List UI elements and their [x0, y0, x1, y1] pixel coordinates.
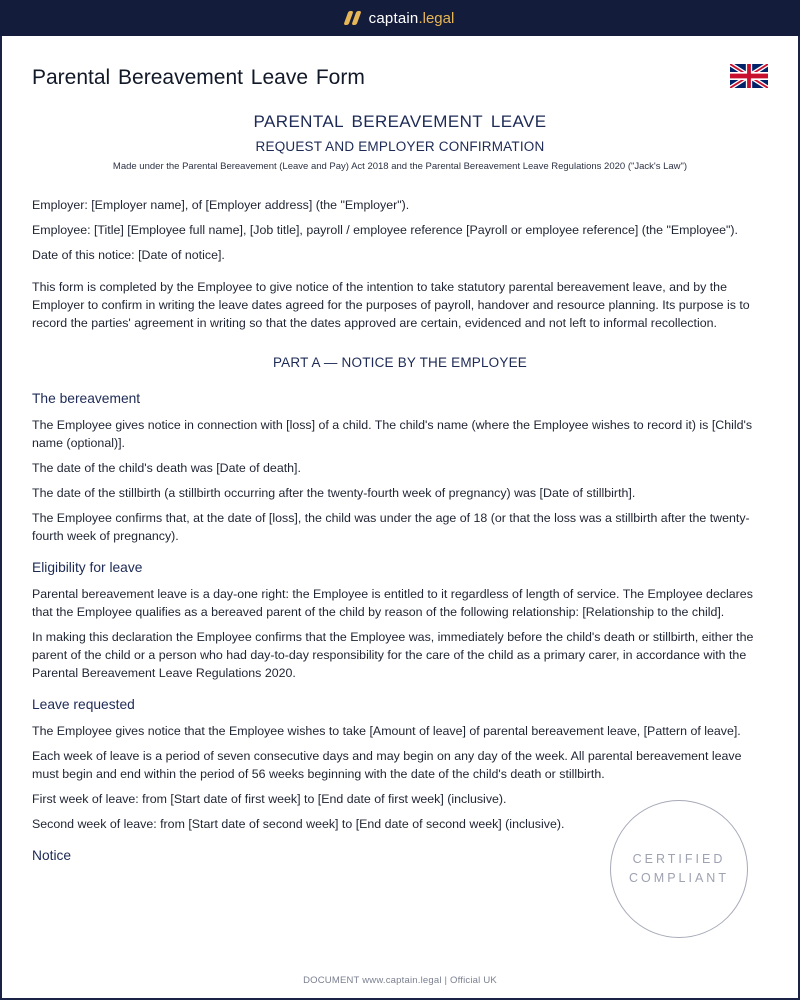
document-subtitle: REQUEST AND EMPLOYER CONFIRMATION [255, 139, 545, 154]
legislation-note: Made under the Parental Bereavement (Leave and Pay) Act 2018 and the Parental Bereavement Leave Regulations 2020 ("Jack's Law") [112, 161, 688, 172]
bereavement-heading: The bereavement [32, 391, 141, 406]
page-footer: DOCUMENT www.captain.legal | Official UK [303, 975, 497, 986]
stamp-line-1: CERTIFIED [632, 852, 726, 866]
form-title: Parental Bereavement Leave Form [32, 66, 365, 89]
part-a-title: PART A — NOTICE BY THE EMPLOYEE [272, 355, 528, 370]
eligibility-paragraph: Parental bereavement leave is a day-one right: the Employee is entitled to it regardless of length of service. The Employee declares that the Employee qualifies as a bereaved parent of the child by reason of the following relationship: [Relationship to the child]. [32, 587, 753, 619]
notice-heading: Notice [32, 848, 72, 863]
notice-date-line: Date of this notice: [Date of notice]. [32, 248, 225, 262]
uk-flag-icon[interactable] [730, 64, 768, 88]
document-page [2, 36, 798, 998]
death-date-paragraph: The date of the child's death was [Date of death]. [32, 461, 301, 475]
declaration-paragraph: In making this declaration the Employee confirms that the Employee was, immediately before the child's death or stillbirth, either the parent of the child or a person who had day-to-day responsibility for the care of the child as a primary carer, in accordance with the Parental Bereavement Leave Regulations 2020. [32, 630, 754, 680]
stamp-line-2: COMPLIANT [629, 871, 729, 885]
brand-tld: .legal [418, 9, 455, 27]
second-week-paragraph: Second week of leave: from [Start date of second week] to [End date of second week] (inclusive). [32, 817, 565, 831]
captain-logo-icon [343, 11, 361, 25]
intro-paragraph: This form is completed by the Employee to give notice of the intention to take statutory parental bereavement leave, and by the Employer to confirm in writing the leave dates agreed for the purposes of payroll, handover and resource planning. Its purpose is to record the parties' agreement in writing so that the dates approved are certain, evidenced and not left to informal recollection. [32, 280, 750, 330]
brand-wordmark[interactable] [369, 10, 455, 27]
age-confirmation-paragraph: The Employee confirms that, at the date of [loss], the child was under the age of 18 (or that the loss was a stillbirth after the twenty-fourth week of pregnancy). [32, 511, 750, 543]
top-brand-bar [0, 0, 800, 36]
employer-line: Employer: [Employer name], of [Employer address] (the "Employer"). [32, 198, 410, 212]
bereavement-paragraph: The Employee gives notice in connection with [loss] of a child. The child's name (where the Employee wishes to record it) is [Child's name (optional)]. [32, 418, 753, 450]
employee-line: Employee: [Title] [Employee full name], [Job title], payroll / employee reference [Payroll or employee reference] (the "Employee"). [32, 223, 738, 237]
leave-requested-heading: Leave requested [32, 697, 135, 712]
document-header [32, 112, 768, 172]
eligibility-heading: Eligibility for leave [32, 560, 143, 575]
certified-compliant-stamp [610, 800, 748, 938]
first-week-paragraph: First week of leave: from [Start date of first week] to [End date of first week] (inclusive). [32, 792, 507, 806]
leave-amount-paragraph: The Employee gives notice that the Employee wishes to take [Amount of leave] of parental bereavement leave, [Pattern of leave]. [32, 724, 741, 738]
stillbirth-date-paragraph: The date of the stillbirth (a stillbirth occurring after the twenty-fourth week of pregnancy) was [Date of stillbirth]. [32, 486, 636, 500]
leave-week-rules-paragraph: Each week of leave is a period of seven consecutive days and may begin on any day of the week. All parental bereavement leave must begin and end within the period of 56 weeks beginning with the date of the child's death or stillbirth. [32, 749, 742, 781]
document-title: PARENTAL BEREAVEMENT LEAVE [253, 112, 547, 131]
document-body [32, 196, 768, 873]
brand-name: captain [368, 9, 419, 27]
